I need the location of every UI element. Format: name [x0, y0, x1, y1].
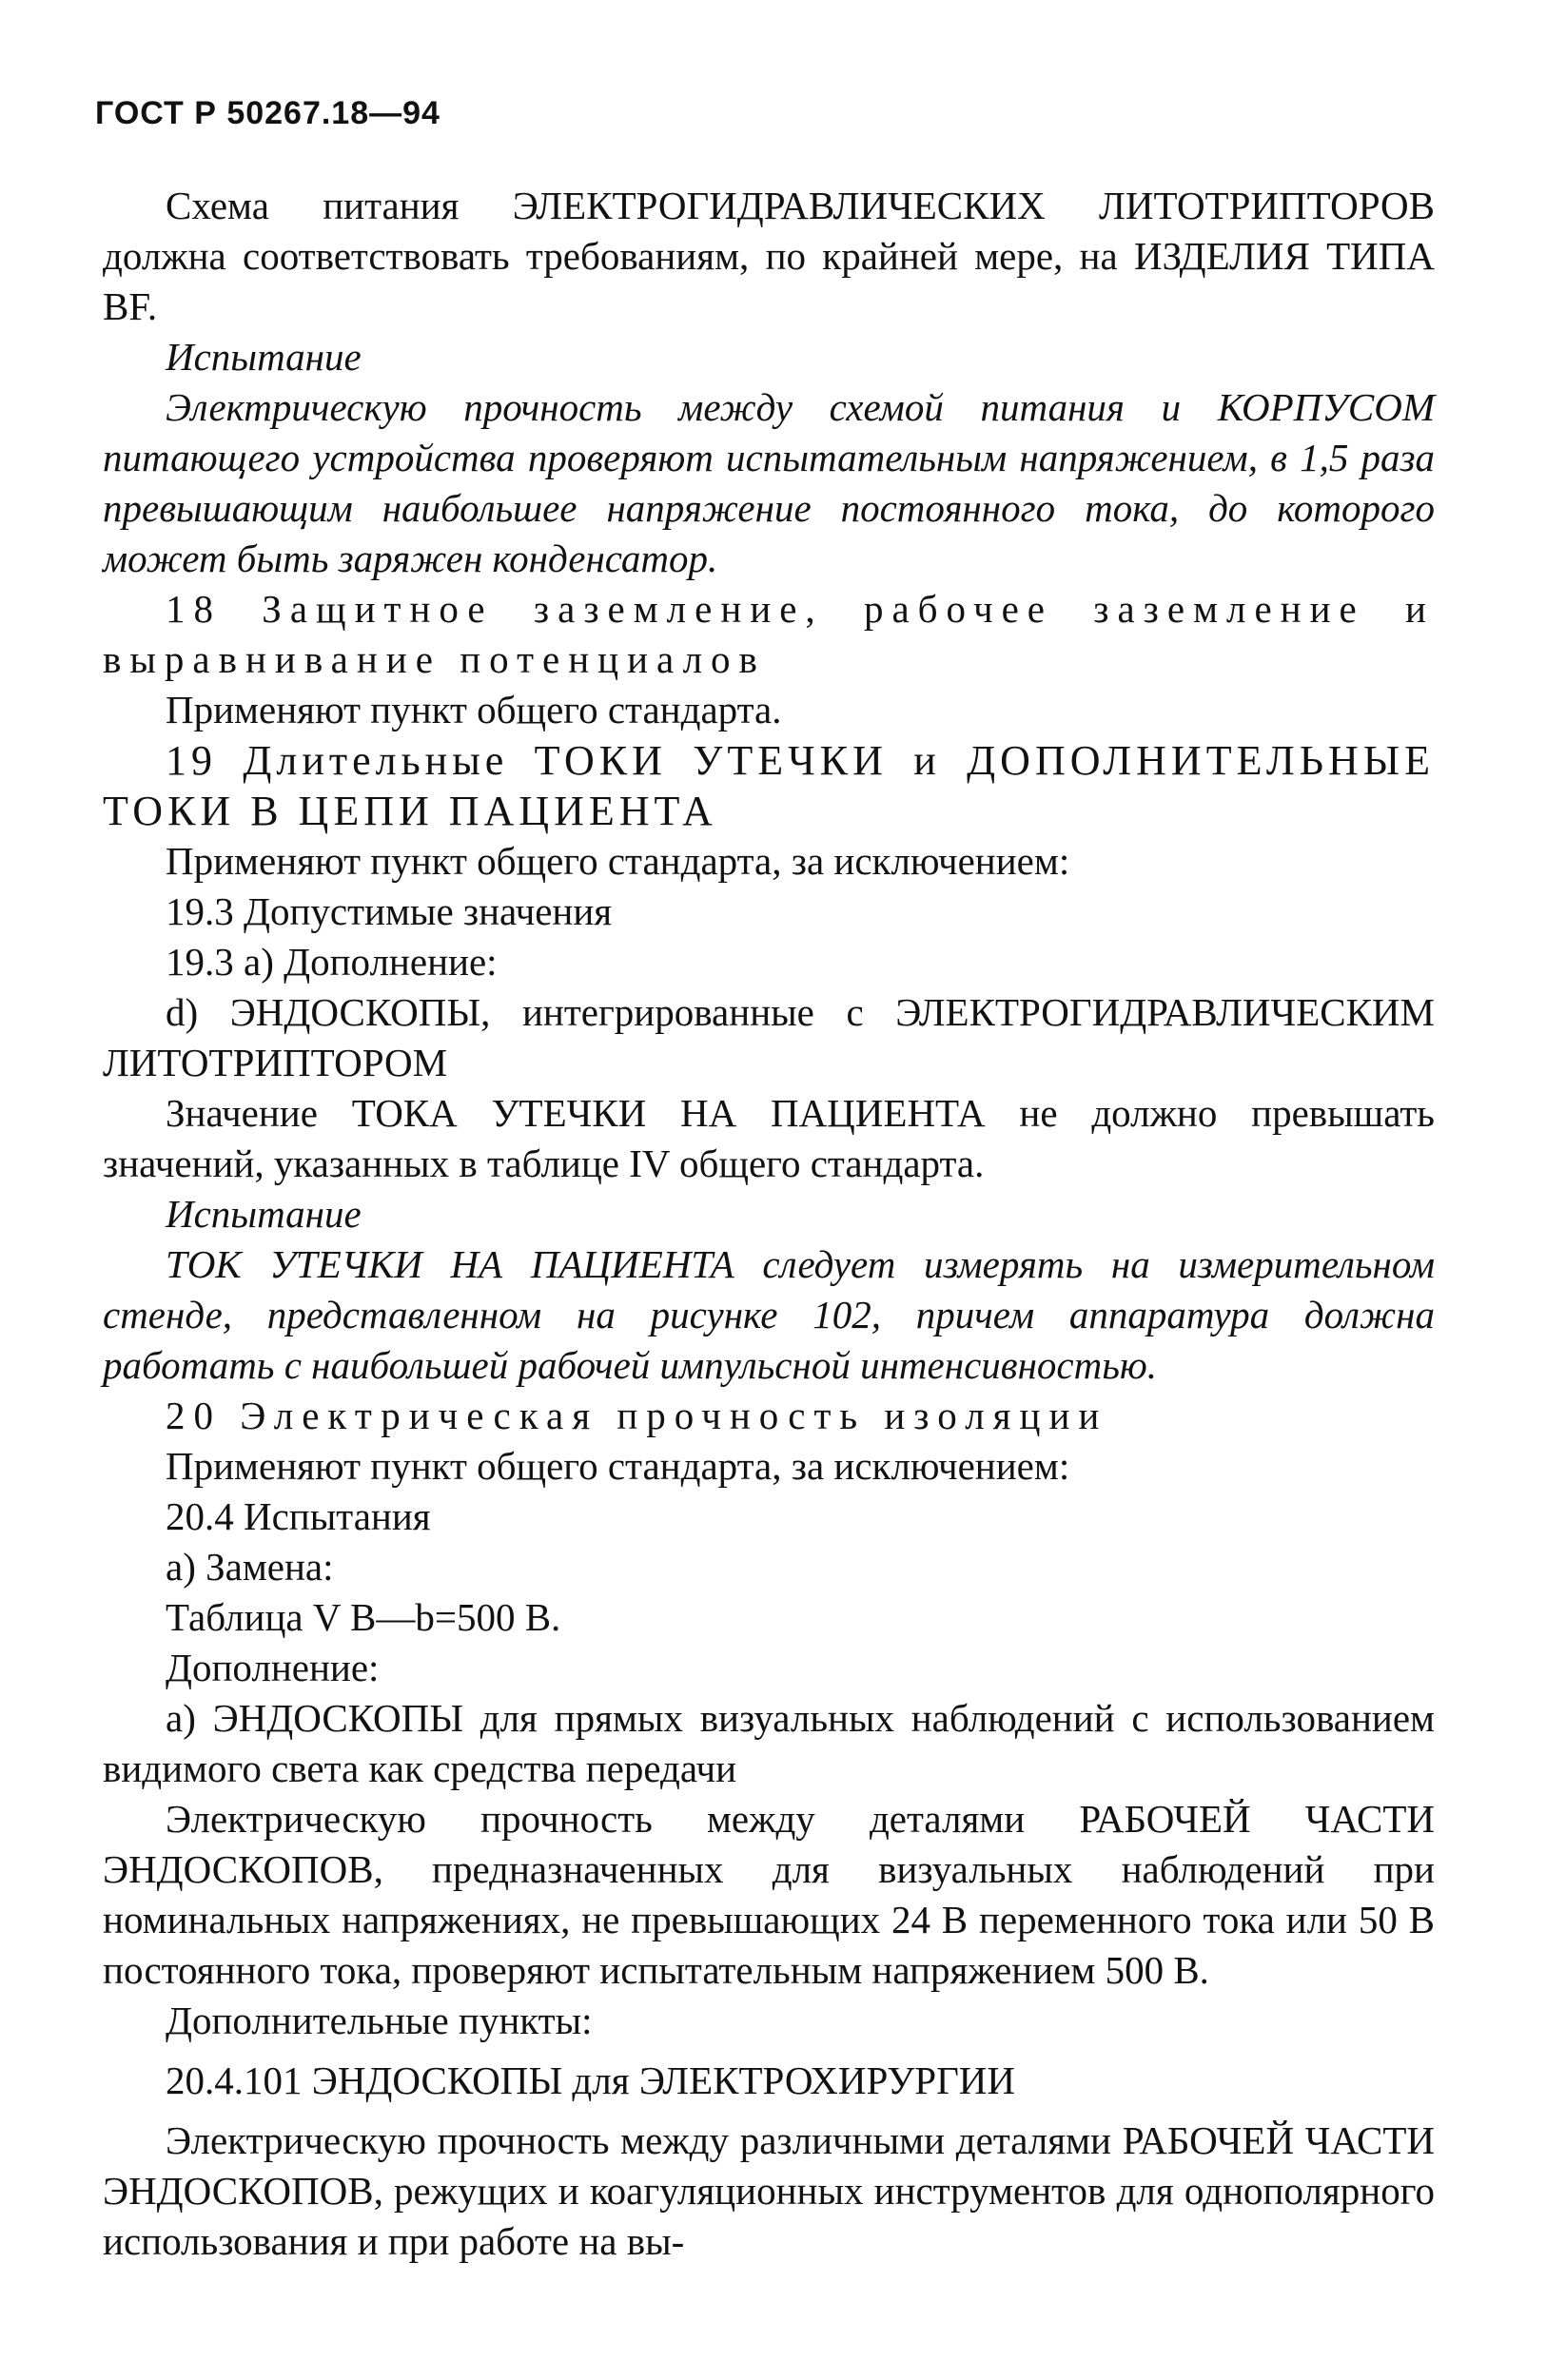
paragraph: Электрическую прочность между деталями РАБОЧЕЙ ЧАСТИ ЭНДОСКОПОВ, предназначенных для визуальных наблюдений при номинальных напряжениях, не превышающих 24 В переменного тока или 50 В постоянного тока, проверяют испытательным напряжением 500 В. — [103, 1797, 1435, 1992]
page-header: ГОСТ Р 50267.18—94 — [95, 95, 440, 131]
test-heading: Испытание — [166, 335, 362, 379]
list-item: а) ЭНДОСКОПЫ для прямых визуальных наблюдений с использованием видимого света как средства передачи — [103, 1696, 1435, 1790]
paragraph: 19.3 а) Дополнение: — [166, 940, 498, 984]
section-heading: 19 Длительные ТОКИ УТЕЧКИ и ДОПОЛНИТЕЛЬНЫЕ ТОКИ В ЦЕПИ ПАЦИЕНТА — [103, 737, 1435, 834]
section-heading: 18 Защитное заземление, рабочее заземление и выравнивание потенциалов — [103, 587, 1435, 681]
paragraph: Схема питания ЭЛЕКТРОГИДРАВЛИЧЕСКИХ ЛИТОТРИПТОРОВ должна соответствовать требованиям, по крайней мере, на ИЗДЕЛИЯ ТИПА BF. — [103, 184, 1435, 328]
paragraph: Применяют пункт общего стандарта, за исключением: — [166, 839, 1070, 883]
paragraph: а) Замена: — [166, 1545, 334, 1589]
list-item: d) ЭНДОСКОПЫ, интегрированные с ЭЛЕКТРОГИДРАВЛИЧЕСКИМ ЛИТОТРИПТОРОМ — [103, 990, 1435, 1084]
paragraph: Таблица V B—b=500 В. — [166, 1595, 561, 1639]
paragraph: Электрическую прочность между схемой питания и КОРПУСОМ питающего устройства проверяют испытательным напряжением, в 1,5 раза превышающим наибольшее напряжение постоянного тока, до которого может быть заряжен конденсатор. — [103, 385, 1435, 580]
paragraph: Электрическую прочность между различными деталями РАБОЧЕЙ ЧАСТИ ЭНДОСКОПОВ, режущих и коагуляционных инструментов для однополярного использования и при работе на вы- — [103, 2118, 1435, 2263]
paragraph: Дополнительные пункты: — [166, 1999, 593, 2042]
paragraph: Значение ТОКА УТЕЧКИ НА ПАЦИЕНТА не должно превышать значений, указанных в таблице IV общего стандарта. — [103, 1091, 1435, 1185]
subsection-heading: 20.4 Испытания — [166, 1494, 431, 1538]
paragraph: Применяют пункт общего стандарта. — [166, 688, 782, 732]
paragraph: Дополнение: — [166, 1646, 380, 1689]
paragraph: ТОК УТЕЧКИ НА ПАЦИЕНТА следует измерять на измерительном стенде, представленном на рисунке 102, причем аппаратура должна работать с наибольшей рабочей импульсной интенсивностью. — [103, 1242, 1435, 1387]
document-body — [103, 181, 1435, 2267]
paragraph: Применяют пункт общего стандарта, за исключением: — [166, 1444, 1070, 1488]
test-heading: Испытание — [166, 1192, 362, 1236]
subsection-heading: 20.4.101 ЭНДОСКОПЫ для ЭЛЕКТРОХИРУРГИИ — [166, 2058, 1016, 2102]
subsection-heading: 19.3 Допустимые значения — [166, 889, 613, 933]
section-heading: 20 Электрическая прочность изоляции — [166, 1394, 1108, 1437]
